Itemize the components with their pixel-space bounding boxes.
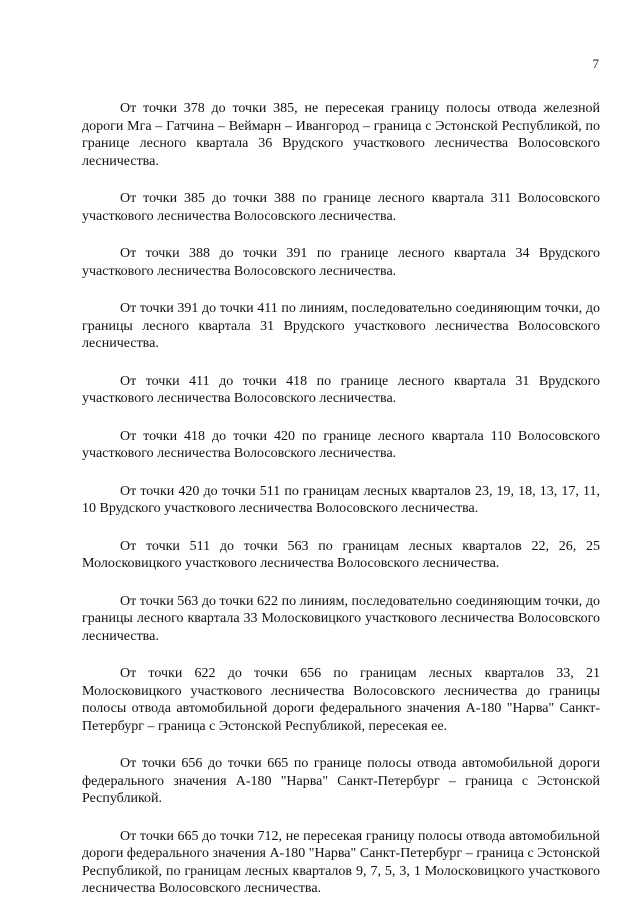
document-body — [82, 100, 600, 918]
paragraph-1: От точки 378 до точки 385, не пересекая границу полосы отвода железной дороги Мга – Гатчина – Веймарн – Ивангород – граница с Эстонской Республикой, по границе лесного квартала 36 Врудского участкового лесничества Волосовского лесничества. — [82, 101, 600, 169]
paragraph-9: От точки 563 до точки 622 по линиям, последовательно соединяющим точки, до границы лесного квартала 33 Молосковицкого участкового лесничества Волосовского лесничества. — [82, 593, 600, 644]
page-number: 7 — [592, 56, 599, 71]
paragraph-12: От точки 665 до точки 712, не пересекая границу полосы отвода автомобильной дороги федерального значения А-180 "Нарва" Санкт-Петербург – граница с Эстонской Республикой, по границам лесных кварталов 9, 7, 5, 3, 1 Молосковицкого участкового лесничества Волосовского лесничества. — [82, 828, 600, 896]
paragraph-5: От точки 411 до точки 418 по границе лесного квартала 31 Врудского участкового лесничества Волосовского лесничества. — [82, 373, 600, 406]
paragraph-10: От точки 622 до точки 656 по границам лесных кварталов 33, 21 Молосковицкого участкового лесничества Волосовского лесничества до границы полосы отвода автомобильной дороги федерального значения А-180 "Нарва" Санкт-Петербург – граница с Эстонской Республикой, пересекая ее. — [82, 666, 600, 734]
paragraph-6: От точки 418 до точки 420 по границе лесного квартала 110 Волосовского участкового лесничества Волосовского лесничества. — [82, 428, 600, 461]
paragraph-4: От точки 391 до точки 411 по линиям, последовательно соединяющим точки, до границы лесного квартала 31 Врудского участкового лесничества Волосовского лесничества. — [82, 301, 600, 351]
paragraph-8: От точки 511 до точки 563 по границам лесных кварталов 22, 26, 25 Молосковицкого участкового лесничества Волосовского лесничества. — [82, 538, 600, 571]
paragraph-7: От точки 420 до точки 511 по границам лесных кварталов 23, 19, 18, 13, 17, 11, 10 Врудского участкового лесничества Волосовского лесничества. — [82, 483, 600, 516]
paragraph-3: От точки 388 до точки 391 по границе лесного квартала 34 Врудского участкового лесничества Волосовского лесничества. — [82, 246, 600, 279]
paragraph-2: От точки 385 до точки 388 по границе лесного квартала 311 Волосовского участкового лесничества Волосовского лесничества. — [82, 191, 600, 224]
paragraph-11: От точки 656 до точки 665 по границе полосы отвода автомобильной дороги федерального значения А-180 "Нарва" Санкт-Петербург – граница с Эстонской Республикой. — [82, 756, 600, 806]
